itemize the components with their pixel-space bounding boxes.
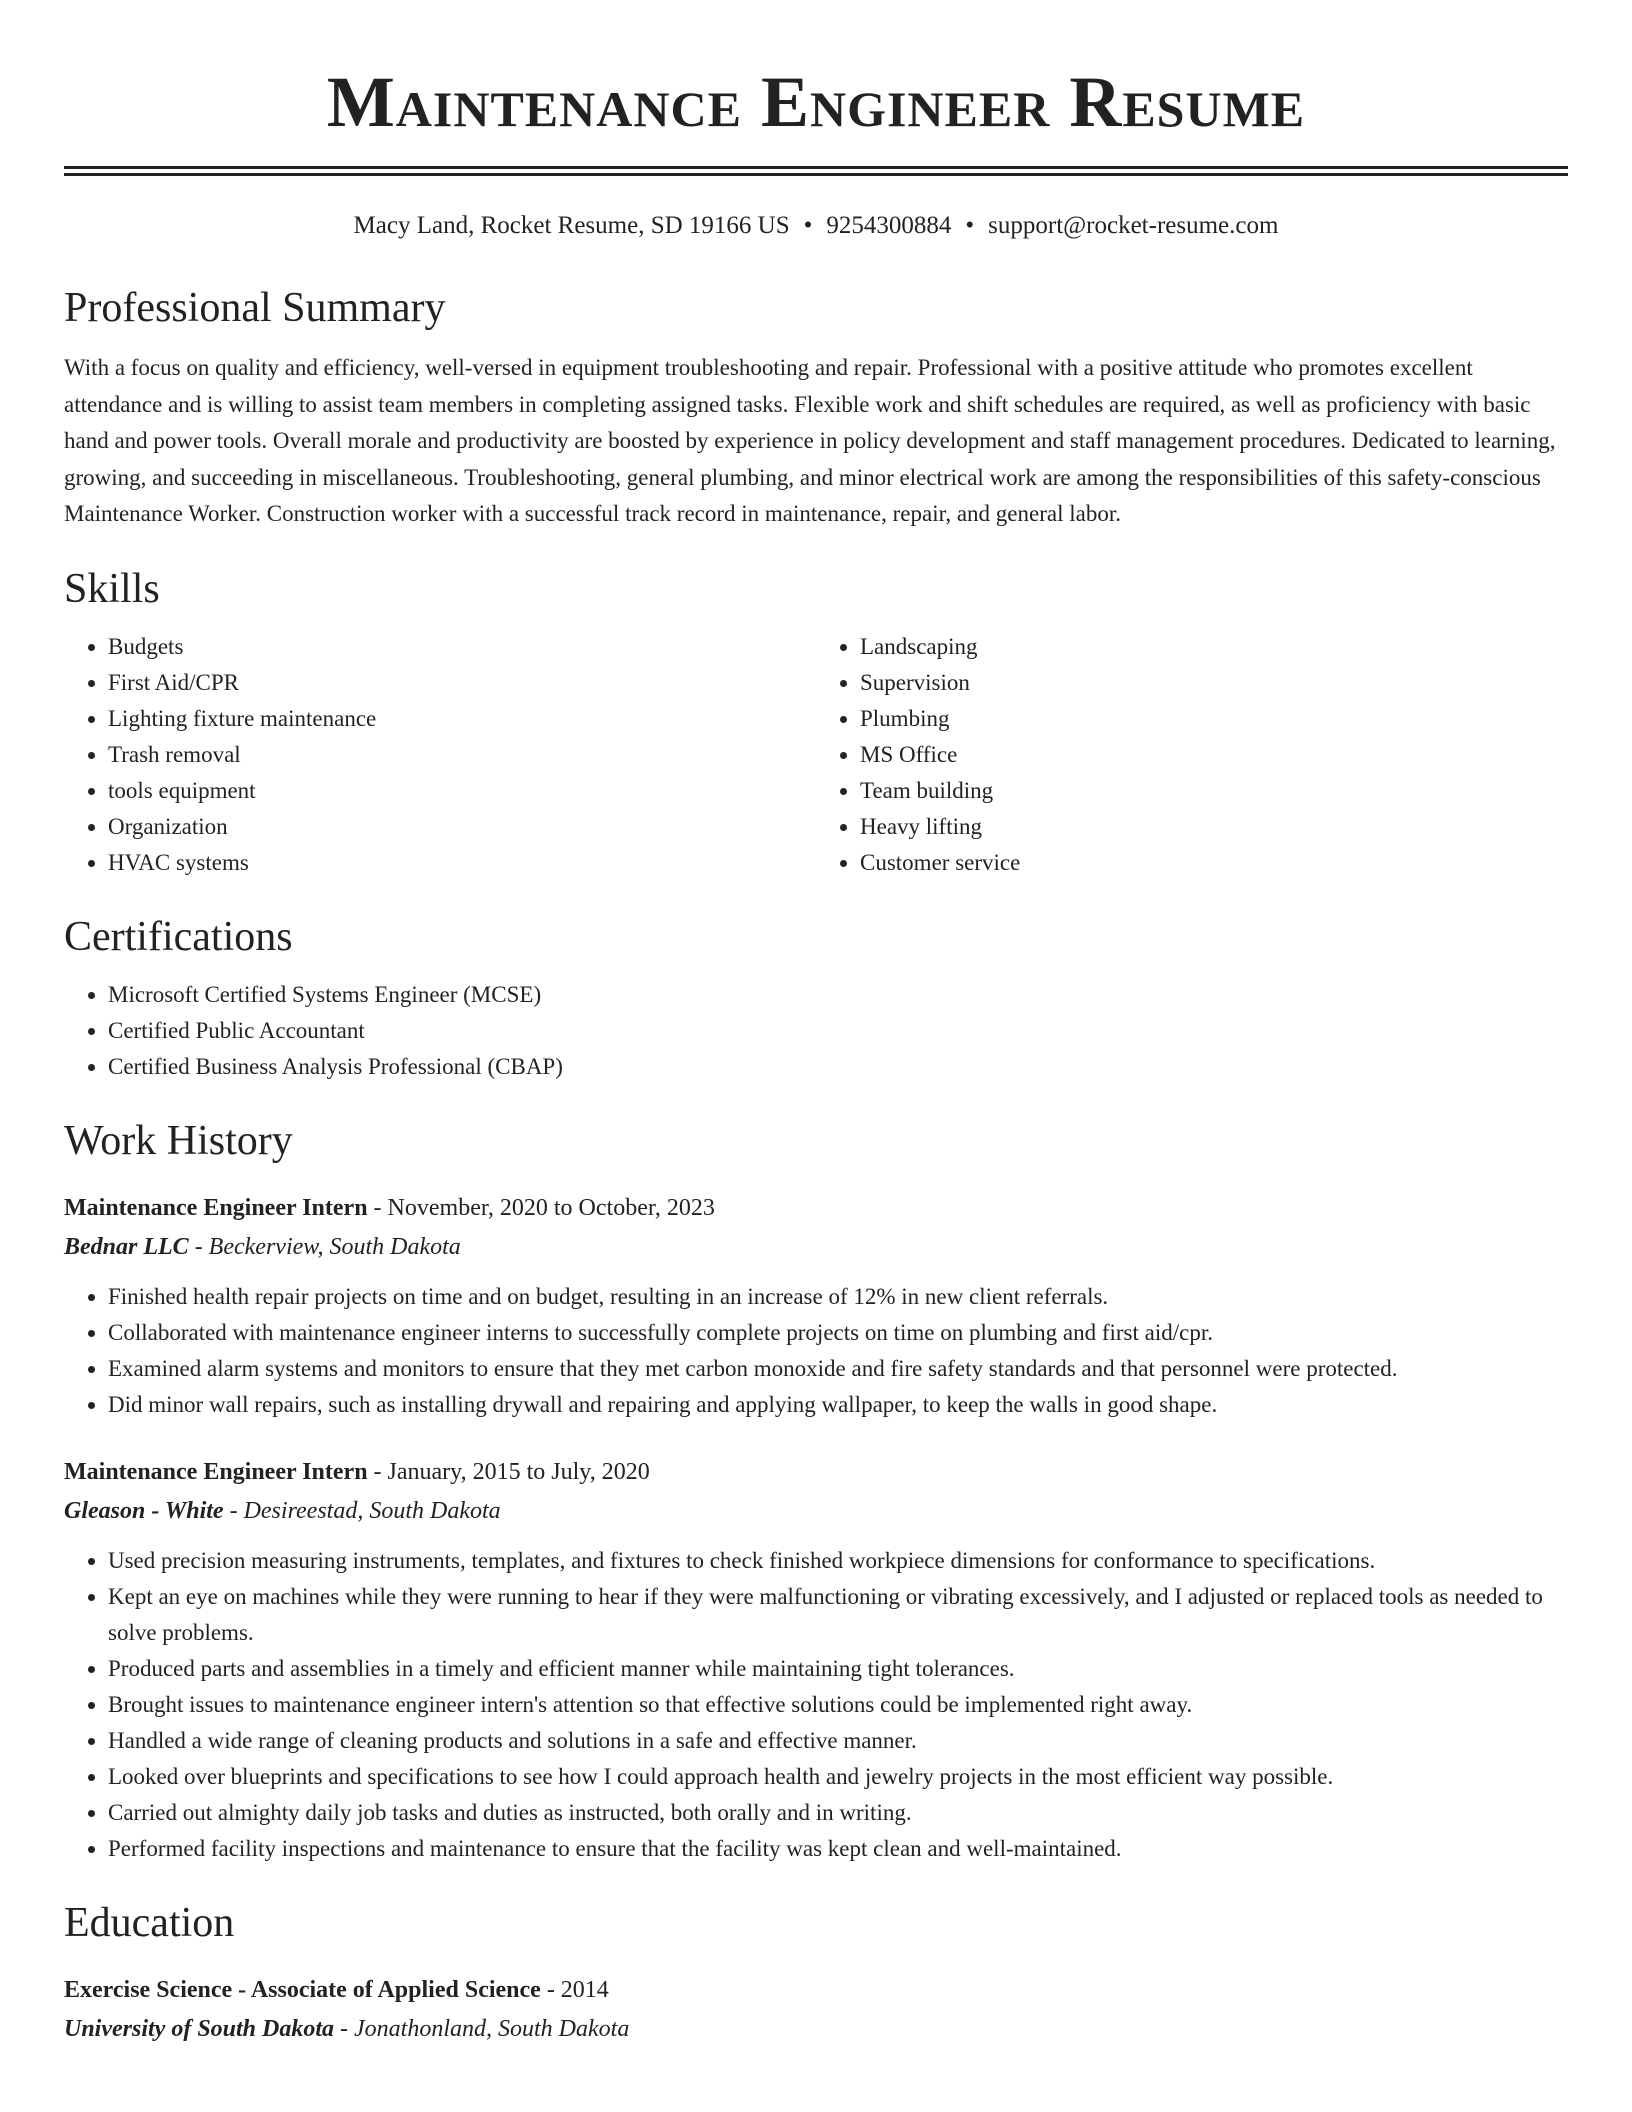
job-dates: - January, 2015 to July, 2020 bbox=[367, 1458, 650, 1485]
education-header bbox=[64, 1971, 1568, 2010]
contact-address: Macy Land, Rocket Resume, SD 19166 US bbox=[353, 212, 790, 239]
job-location: - Beckerview, South Dakota bbox=[188, 1233, 461, 1260]
certifications-list bbox=[64, 977, 1568, 1085]
skill-item: • Heavy lifting bbox=[860, 809, 1568, 845]
job-bullet: • Produced parts and assemblies in a timely and efficient manner while maintaining tight tolerances. bbox=[108, 1651, 1568, 1687]
job-entry bbox=[64, 1189, 1568, 1423]
skill-item: • MS Office bbox=[860, 737, 1568, 773]
work-history-heading: Work History bbox=[64, 1117, 293, 1164]
education-school-line bbox=[64, 2010, 1568, 2049]
job-company: Gleason - White bbox=[64, 1497, 224, 1524]
job-bullet: • Examined alarm systems and monitors to ensure that they met carbon monoxide and fire safety standards and that personnel were protected. bbox=[108, 1351, 1568, 1387]
job-employer bbox=[64, 1228, 1568, 1267]
job-dates: - November, 2020 to October, 2023 bbox=[367, 1194, 715, 1221]
contact-email: support@rocket-resume.com bbox=[988, 212, 1279, 239]
skill-item: • HVAC systems bbox=[108, 845, 816, 881]
job-bullet: • Performed facility inspections and maintenance to ensure that the facility was kept clean and well-maintained. bbox=[108, 1831, 1568, 1867]
skill-item: • Plumbing bbox=[860, 701, 1568, 737]
certification-item: • Certified Business Analysis Professional (CBAP) bbox=[108, 1049, 1568, 1085]
contact-phone: 9254300884 bbox=[826, 212, 952, 239]
resume-title: Maintenance Engineer Resume bbox=[326, 62, 1306, 142]
skills-heading: Skills bbox=[64, 565, 160, 612]
education-school: University of South Dakota bbox=[64, 2015, 335, 2042]
job-employer bbox=[64, 1492, 1568, 1531]
job-bullet: • Used precision measuring instruments, templates, and fixtures to check finished workpiece dimensions for conformance to specifications. bbox=[108, 1543, 1568, 1579]
job-company: Bednar LLC bbox=[64, 1233, 189, 1260]
skill-item: • Budgets bbox=[108, 629, 816, 665]
title-divider bbox=[64, 166, 1568, 176]
job-bullet: • Handled a wide range of cleaning products and solutions in a safe and effective manner. bbox=[108, 1723, 1568, 1759]
job-bullet: • Brought issues to maintenance engineer intern's attention so that effective solutions could be implemented right away. bbox=[108, 1687, 1568, 1723]
job-bullets bbox=[64, 1543, 1568, 1867]
job-bullet: • Finished health repair projects on time and on budget, resulting in an increase of 12% in new client referrals. bbox=[108, 1279, 1568, 1315]
job-bullets bbox=[64, 1279, 1568, 1423]
certification-item: • Certified Public Accountant bbox=[108, 1013, 1568, 1049]
job-header bbox=[64, 1453, 1568, 1492]
education-location: - Jonathonland, South Dakota bbox=[334, 2015, 630, 2042]
skill-item: • Trash removal bbox=[108, 737, 816, 773]
job-bullet: • Carried out almighty daily job tasks and duties as instructed, both orally and in writing. bbox=[108, 1795, 1568, 1831]
skill-item: • Customer service bbox=[860, 845, 1568, 881]
contact-separator: • bbox=[965, 212, 975, 239]
job-location: - Desireestad, South Dakota bbox=[223, 1497, 501, 1524]
education-heading: Education bbox=[64, 1899, 235, 1946]
skill-item: • First Aid/CPR bbox=[108, 665, 816, 701]
certification-item: • Microsoft Certified Systems Engineer (MCSE) bbox=[108, 977, 1568, 1013]
job-bullet: • Did minor wall repairs, such as installing drywall and repairing and applying wallpaper, to keep the walls in good shape. bbox=[108, 1387, 1568, 1423]
skill-item: • Organization bbox=[108, 809, 816, 845]
skills-right-list bbox=[816, 629, 1568, 881]
job-role: Maintenance Engineer Intern bbox=[64, 1194, 368, 1221]
job-bullet: • Collaborated with maintenance engineer interns to successfully complete projects on time on plumbing and first aid/cpr. bbox=[108, 1315, 1568, 1351]
job-role: Maintenance Engineer Intern bbox=[64, 1458, 368, 1485]
job-bullet: • Kept an eye on machines while they were running to hear if they were malfunctioning or vibrating excessively, and I adjusted or replaced tools as needed to solve problems. bbox=[108, 1579, 1568, 1651]
skill-item: • Lighting fixture maintenance bbox=[108, 701, 816, 737]
education-entry bbox=[64, 1971, 1568, 2049]
education-degree: Exercise Science - Associate of Applied Science bbox=[64, 1976, 541, 2003]
skills-grid bbox=[64, 629, 1568, 881]
skill-item: • Supervision bbox=[860, 665, 1568, 701]
job-bullet: • Looked over blueprints and specifications to see how I could approach health and jewelry projects in the most efficient way possible. bbox=[108, 1759, 1568, 1795]
certifications-heading: Certifications bbox=[64, 913, 293, 960]
skill-item: • tools equipment bbox=[108, 773, 816, 809]
job-header bbox=[64, 1189, 1568, 1228]
contact-separator: • bbox=[803, 212, 813, 239]
summary-text: With a focus on quality and efficiency, well-versed in equipment troubleshooting and repair. Professional with a positive attitude who promotes excellent attendance and is willing to assist team members in completing assigned tasks. Flexible work and shift schedules are required, as well as proficiency with basic hand and power tools. Overall morale and productivity are boosted by experience in policy development and staff management procedures. Dedicated to learning, growing, and succeeding in miscellaneous. Troubleshooting, general plumbing, and minor electrical work are among the responsibilities of this safety-conscious Maintenance Worker. Construction worker with a successful track record in maintenance, repair, and general labor. bbox=[64, 355, 1556, 526]
job-entry bbox=[64, 1453, 1568, 1867]
skill-item: • Team building bbox=[860, 773, 1568, 809]
education-year: - 2014 bbox=[540, 1976, 609, 2003]
contact-line bbox=[64, 210, 1568, 242]
skills-left-list bbox=[64, 629, 816, 881]
skill-item: • Landscaping bbox=[860, 629, 1568, 665]
summary-heading: Professional Summary bbox=[64, 285, 446, 331]
